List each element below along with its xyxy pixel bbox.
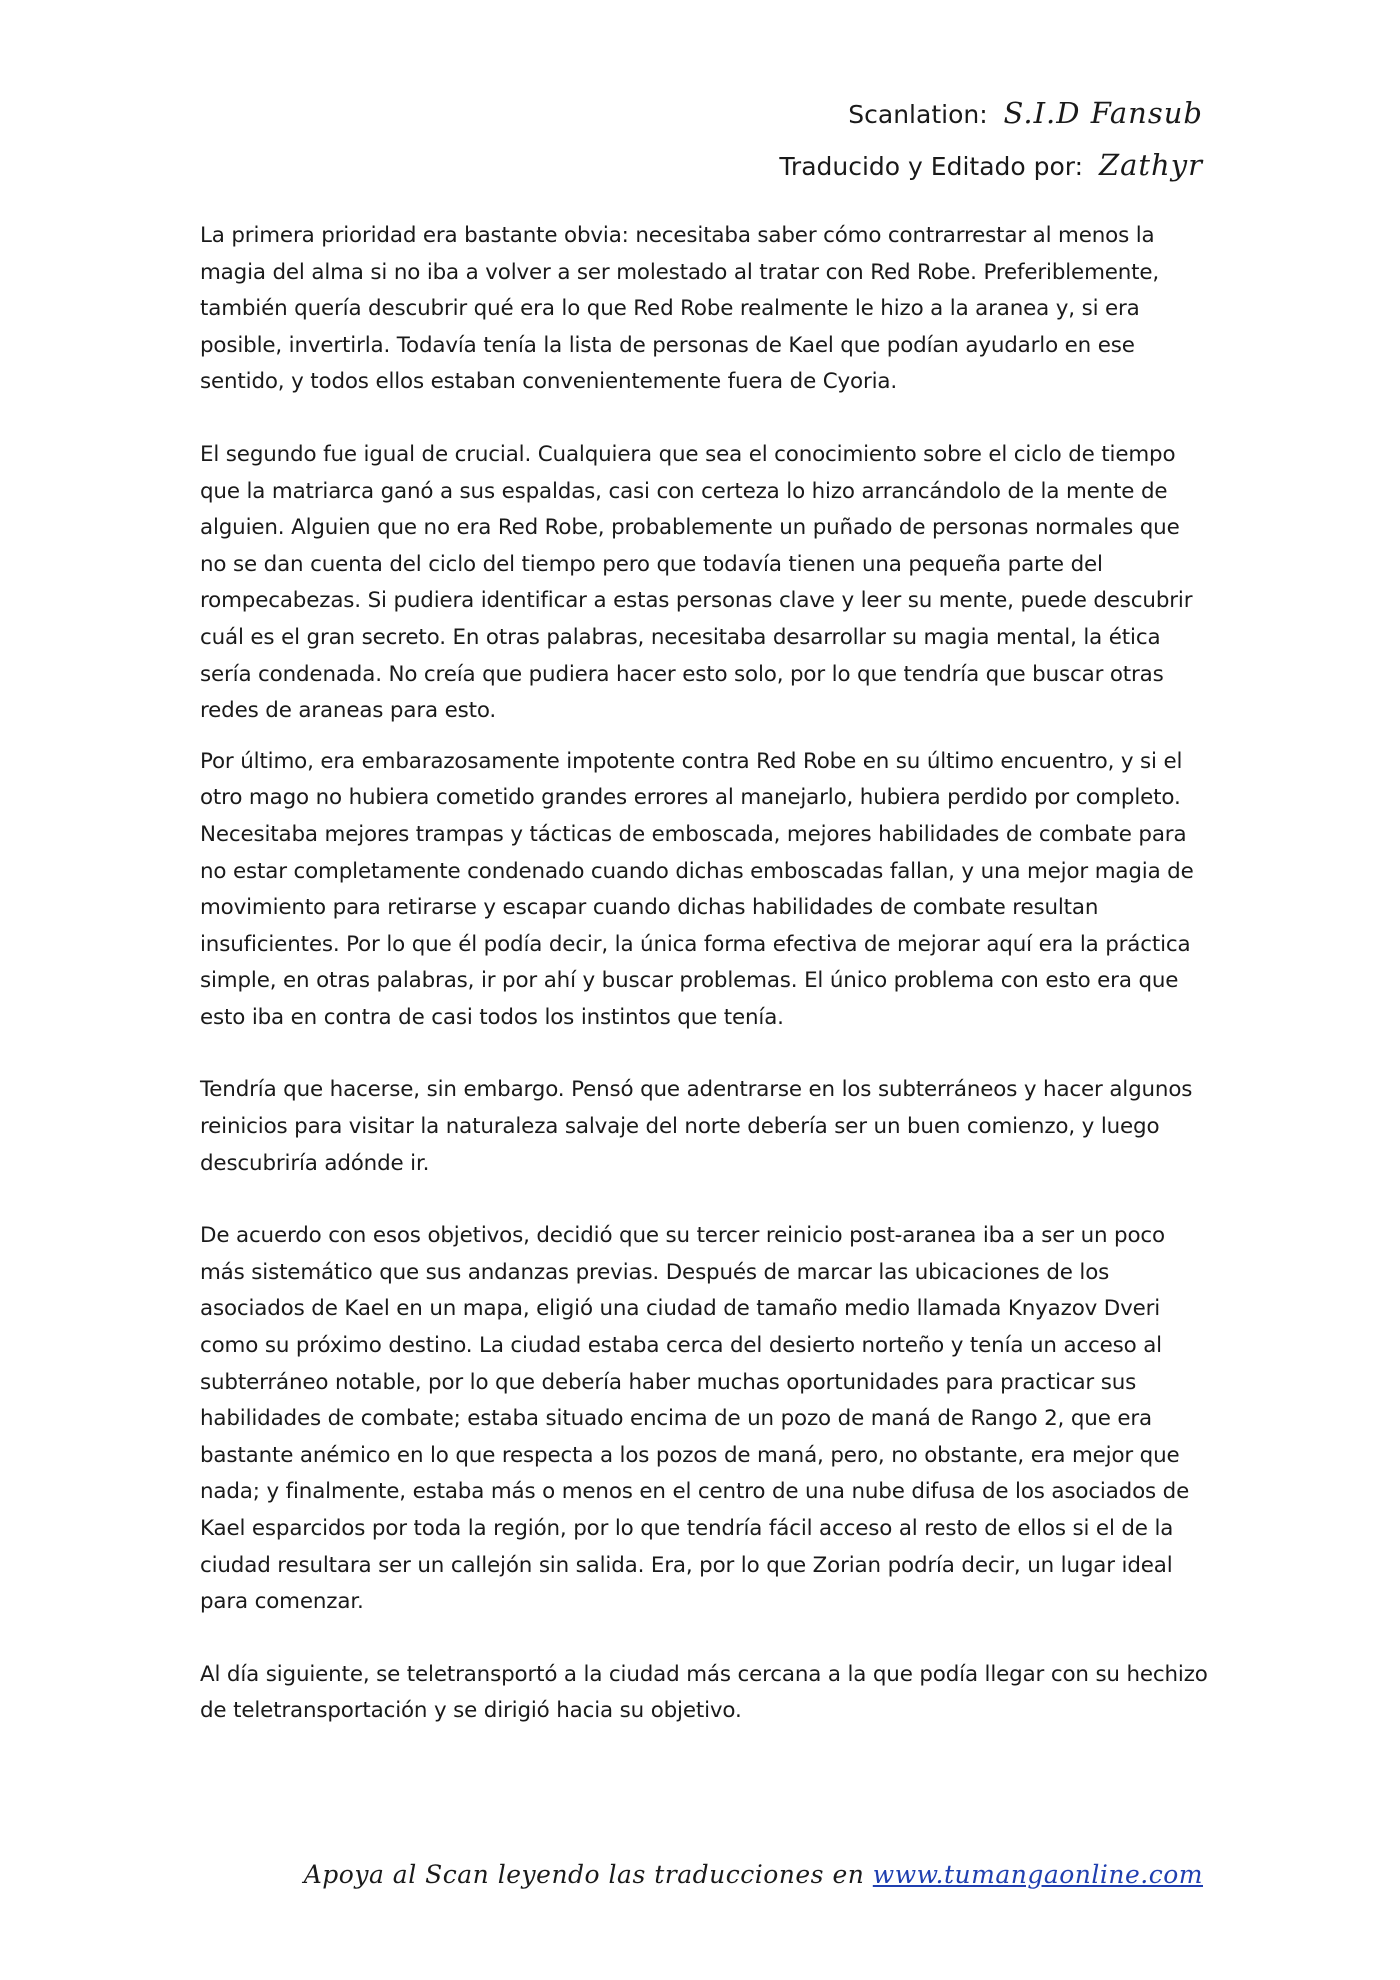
translator-credit (779, 140, 1203, 192)
footer-support-line (304, 1860, 1203, 1889)
paragraph-2: El segundo fue igual de crucial. Cualquiera que sea el conocimiento sobre el ciclo de tiempo que la matriarca ganó a sus espaldas, casi con certeza lo hizo arrancándolo de la mente de alguien. Alguien que no era Red Robe, probablemente un puñado de personas normales que no se dan cuenta del ciclo del tiempo pero que todavía tienen una pequeña parte del rompecabezas. Si pudiera identificar a estas personas clave y leer su mente, puede descubrir cuál es el gran secreto. En otras palabras, necesitaba desarrollar su magia mental, la ética sería condenada. No creía que pudiera hacer esto solo, por lo que tendría que buscar otras redes de araneas para esto. (200, 441, 1193, 724)
translator-name: Zathyr (1098, 148, 1203, 182)
body-text (200, 218, 1210, 1730)
paragraph-1: La primera prioridad era bastante obvia: necesitaba saber cómo contrarrestar al menos la magia del alma si no iba a volver a ser molestado al tratar con Red Robe. Preferiblemente, también quería descubrir qué era lo que Red Robe realmente le hizo a la aranea y, si era posible, invertirla. Todavía tenía la lista de personas de Kael que podían ayudarlo en ese sentido, y todos ellos estaban convenientemente fuera de Cyoria. (200, 223, 1160, 395)
scanlation-label: Scanlation: (848, 100, 988, 129)
paragraph-4: Tendría que hacerse, sin embargo. Pensó que adentrarse en los subterráneos y hacer algunos reinicios para visitar la naturaleza salvaje del norte debería ser un buen comienzo, y luego descubriría adónde ir. (200, 1077, 1193, 1176)
footer-link[interactable]: www.tumangaonline.com (872, 1860, 1203, 1889)
credits-block (779, 88, 1203, 192)
paragraph-6: Al día siguiente, se teletransportó a la ciudad más cercana a la que podía llegar con su hechizo de teletransportación y se dirigió hacia su objetivo. (200, 1661, 1208, 1724)
footer-text: Apoya al Scan leyendo las traducciones en (303, 1860, 873, 1889)
scanlation-name: S.I.D Fansub (1003, 96, 1203, 130)
translator-label: Traducido y Editado por: (779, 152, 1084, 181)
scanlation-credit (779, 88, 1203, 140)
paragraph-3: Por último, era embarazosamente impotente contra Red Robe en su último encuentro, y si el otro mago no hubiera cometido grandes errores al manejarlo, hubiera perdido por completo. Necesitaba mejores trampas y tácticas de emboscada, mejores habilidades de combate para no estar completamente condenado cuando dichas emboscadas fallan, y una mejor magia de movimiento para retirarse y escapar cuando dichas habilidades de combate resultan insuficientes. Por lo que él podía decir, la única forma efectiva de mejorar aquí era la práctica simple, en otras palabras, ir por ahí y buscar problemas. El único problema con esto era que esto iba en contra de casi todos los instintos que tenía. (200, 748, 1194, 1030)
paragraph-5: De acuerdo con esos objetivos, decidió que su tercer reinicio post-aranea iba a ser un poco más sistemático que sus andanzas previas. Después de marcar las ubicaciones de los asociados de Kael en un mapa, eligió una ciudad de tamaño medio llamada Knyazov Dveri como su próximo destino. La ciudad estaba cerca del desierto norteño y tenía un acceso al subterráneo notable, por lo que debería haber muchas oportunidades para practicar sus habilidades de combate; estaba situado encima de un pozo de maná de Rango 2, que era bastante anémico en lo que respecta a los pozos de maná, pero, no obstante, era mejor que nada; y finalmente, estaba más o menos en el centro de una nube difusa de los asociados de Kael esparcidos por toda la región, por lo que tendría fácil acceso al resto de ellos si el de la ciudad resultara ser un callejón sin salida. Era, por lo que Zorian podría decir, un lugar ideal para comenzar. (200, 1223, 1190, 1615)
